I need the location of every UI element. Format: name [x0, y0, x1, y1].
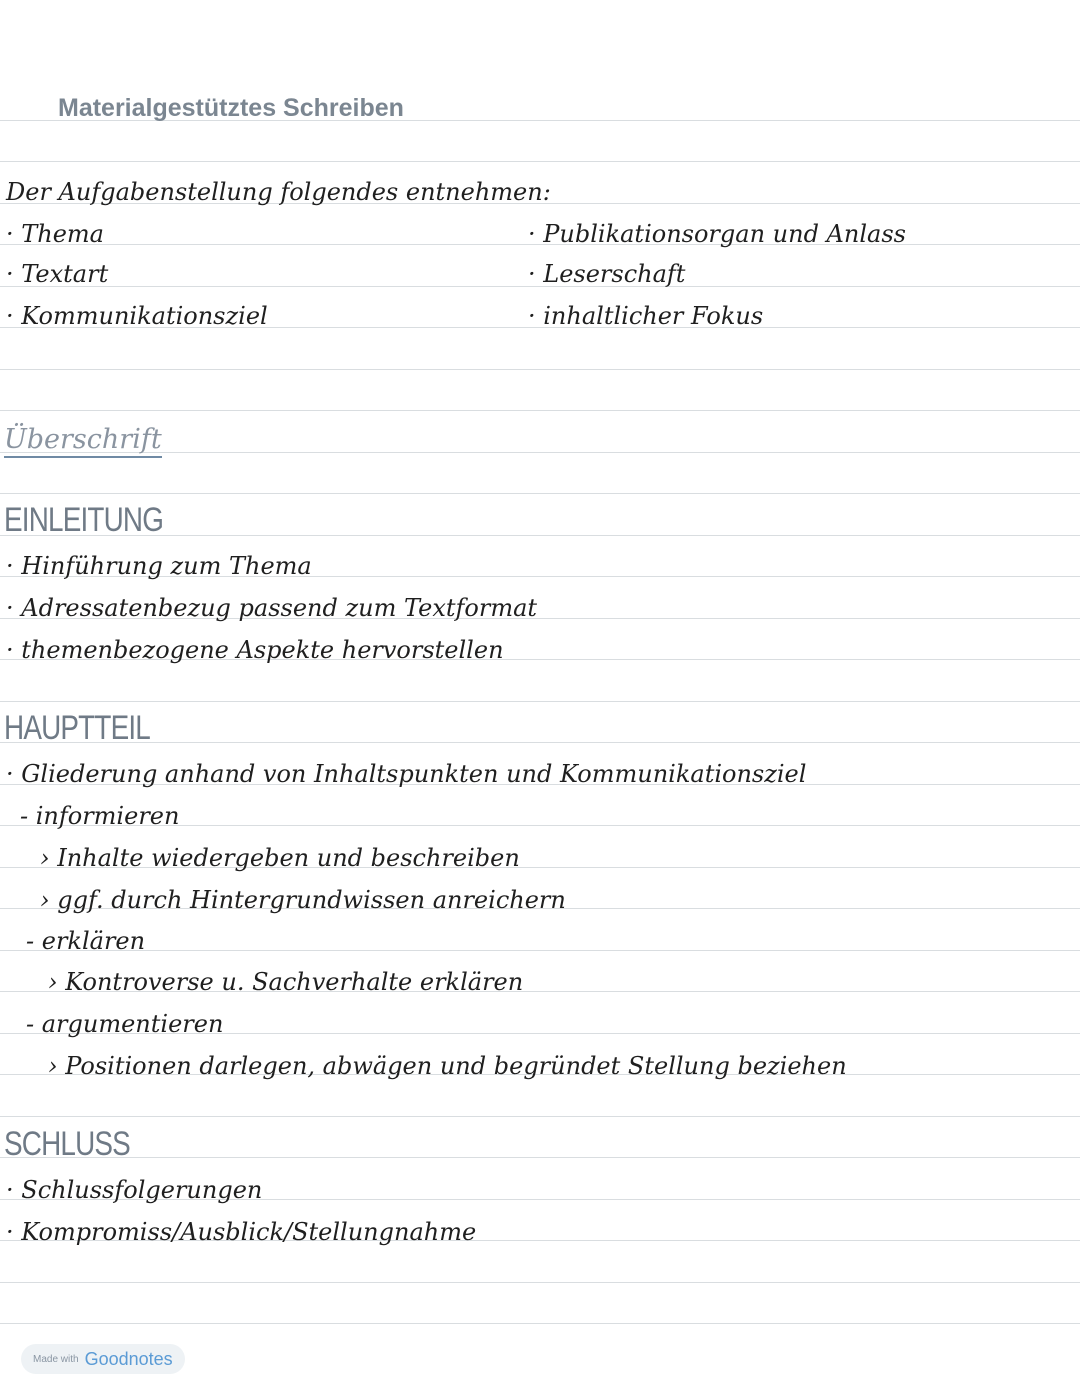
intro-heading: Der Aufgabenstellung folgendes entnehmen:	[6, 178, 551, 206]
page-title: Materialgestütztes Schreiben	[58, 94, 404, 122]
einleitung-item: · themenbezogene Aspekte hervorstellen	[6, 636, 504, 664]
hauptteil-line: - informieren	[20, 802, 180, 830]
ruled-line	[0, 701, 1080, 702]
ruled-line	[0, 369, 1080, 370]
made-with-label: Made with	[33, 1353, 79, 1365]
ruled-line	[0, 161, 1080, 162]
ueberschrift-heading: Überschrift	[4, 424, 162, 458]
intro-item-textart: · Textart	[6, 260, 109, 288]
intro-item-kommunikationsziel: · Kommunikationsziel	[6, 302, 268, 330]
hauptteil-line: - argumentieren	[26, 1010, 224, 1038]
schluss-item: · Schlussfolgerungen	[6, 1176, 263, 1204]
einleitung-item: · Hinführung zum Thema	[6, 552, 312, 580]
hauptteil-line: · Gliederung anhand von Inhaltspunkten und Kommunikationsziel	[6, 760, 807, 788]
hauptteil-line: › Kontroverse u. Sachverhalte erklären	[48, 968, 524, 996]
hauptteil-heading: HAUPTTEIL	[4, 709, 150, 747]
ruled-line	[0, 1282, 1080, 1283]
schluss-item: · Kompromiss/Ausblick/Stellungnahme	[6, 1218, 477, 1246]
schluss-heading: SCHLUSS	[4, 1125, 130, 1163]
hauptteil-line: - erklären	[26, 927, 146, 955]
hauptteil-line: › ggf. durch Hintergrundwissen anreichern	[40, 886, 566, 914]
intro-item-leserschaft: · Leserschaft	[528, 260, 686, 288]
ruled-line	[0, 950, 1080, 951]
hauptteil-line: › Positionen darlegen, abwägen und begründet Stellung beziehen	[48, 1052, 847, 1080]
ruled-line	[0, 410, 1080, 411]
goodnotes-logo: Goodnotes	[84, 1348, 173, 1369]
intro-item-thema: · Thema	[6, 220, 104, 248]
einleitung-heading: EINLEITUNG	[4, 501, 164, 539]
intro-item-fokus: · inhaltlicher Fokus	[528, 302, 764, 330]
ruled-line	[0, 1116, 1080, 1117]
ruled-line	[0, 452, 1080, 453]
made-with-goodnotes-badge	[21, 1344, 185, 1374]
hauptteil-line: › Inhalte wiedergeben und beschreiben	[40, 844, 520, 872]
ruled-line	[0, 1323, 1080, 1324]
intro-item-publikationsorgan: · Publikationsorgan und Anlass	[528, 220, 906, 248]
ruled-line	[0, 742, 1080, 743]
ruled-line	[0, 493, 1080, 494]
einleitung-item: · Adressatenbezug passend zum Textformat	[6, 594, 538, 622]
ruled-line	[0, 1157, 1080, 1158]
